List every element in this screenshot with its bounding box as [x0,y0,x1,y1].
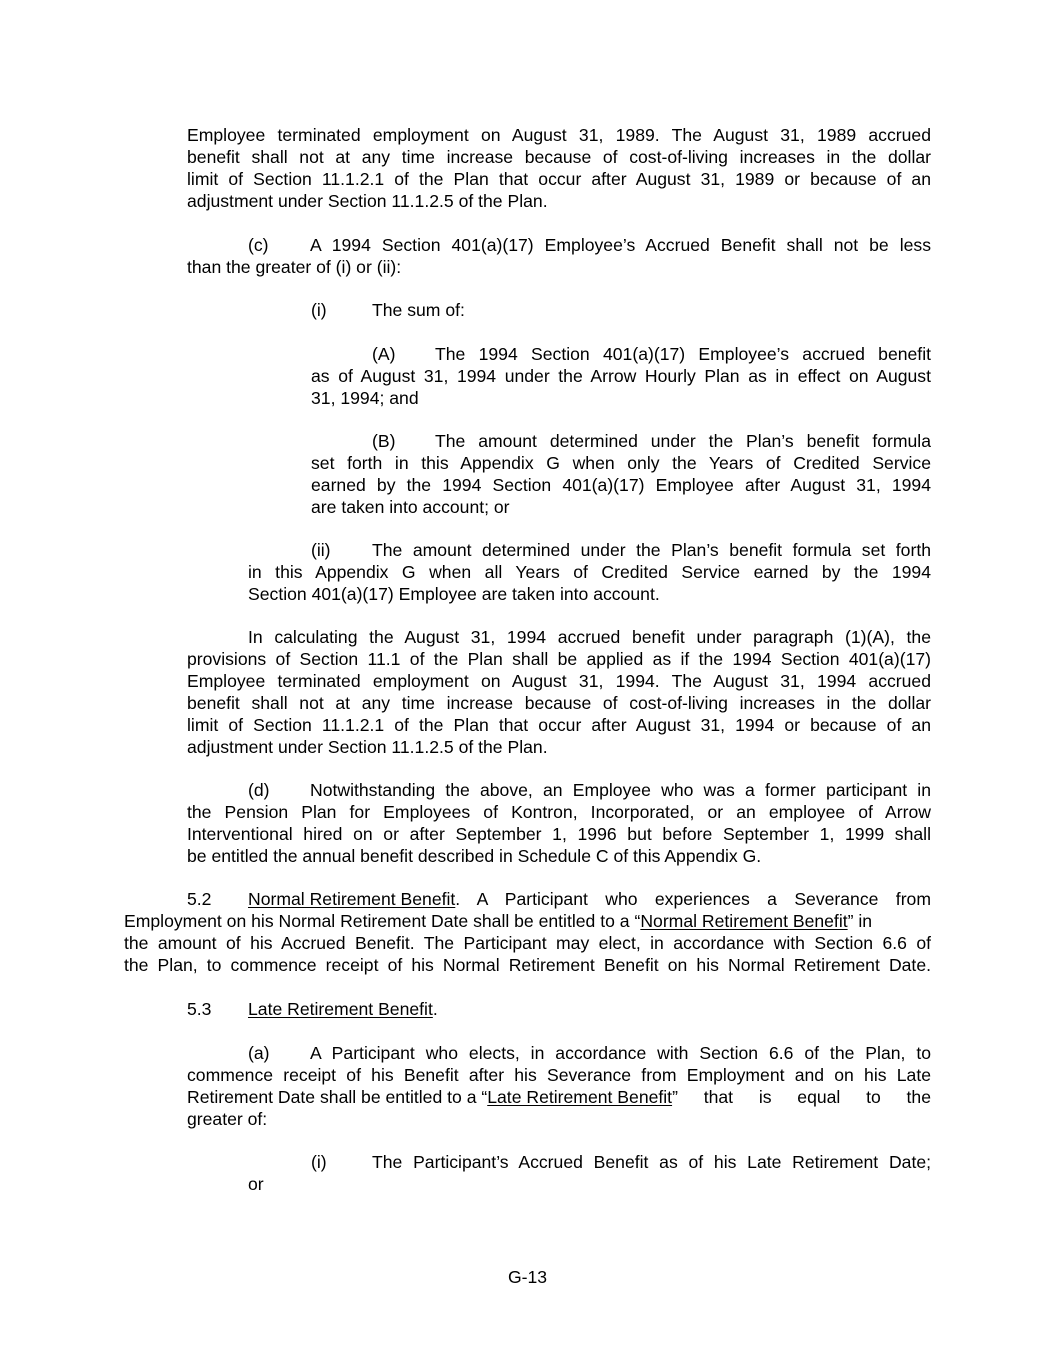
section-5-2-title: Normal Retirement Benefit [248,889,456,909]
clause-ii-text: The amount determined under the Plan’s benefit formula set forth [372,540,931,560]
clause-d-text: Notwithstanding the above, an Employee who was a former participant in [310,780,931,800]
clause-A-number: (A) [372,344,396,364]
clause-d-text: Interventional hired on or after September 1, 1996 but before September 1, 1999 shall [187,824,931,844]
section-5-2-text: the Plan, to commence receipt of his Normal Retirement Benefit on his Normal Retirement Date. [124,955,931,975]
clause-c-text: than the greater of (i) or (ii): [187,257,402,277]
body-text-line: In calculating the August 31, 1994 accrued benefit under paragraph (1)(A), the [248,627,931,647]
clause-B-text: are taken into account; or [311,497,510,517]
section-5-2-text: the amount of his Accrued Benefit. The Participant may elect, in accordance with Section 6.6 of [124,933,931,953]
body-text-line: provisions of Section 11.1 of the Plan shall be applied as if the 1994 Section 401(a)(17) [187,649,931,669]
clause-a-i-text: or [248,1174,264,1194]
late-retirement-benefit-term: Late Retirement Benefit [487,1087,673,1107]
clause-c-text: A 1994 Section 401(a)(17) Employee’s Accrued Benefit shall not be less [310,235,931,255]
clause-a-text: greater of: [187,1109,268,1129]
clause-a-text-part: ” that is equal to the [672,1087,931,1107]
clause-c-number: (c) [248,235,269,255]
clause-a-text-part: Retirement Date shall be entitled to a “ [187,1087,488,1107]
clause-d-text: be entitled the annual benefit described in Schedule C of this Appendix G. [187,846,762,866]
clause-a-text: commence receipt of his Benefit after his Severance from Employment and on his Late [187,1065,931,1085]
body-text-line: adjustment under Section 11.1.2.5 of the Plan. [187,191,548,211]
clause-a-i-number: (i) [311,1152,327,1172]
clause-i-text: The sum of: [372,300,465,320]
body-text-line: limit of Section 11.1.2.1 of the Plan that occur after August 31, 1989 or because of an [187,169,931,189]
clause-ii-number: (ii) [311,540,331,560]
clause-B-text: set forth in this Appendix G when only the Years of Credited Service [311,453,931,473]
clause-A-text: 31, 1994; and [311,388,419,408]
clause-A-text: The 1994 Section 401(a)(17) Employee’s accrued benefit [435,344,931,364]
body-text-line: adjustment under Section 11.1.2.5 of the Plan. [187,737,548,757]
section-5-3-title: Late Retirement Benefit [248,999,433,1019]
page-number: G-13 [507,1267,548,1287]
clause-ii-text: in this Appendix G when all Years of Credited Service earned by the 1994 [248,562,931,582]
clause-a-i-text: The Participant’s Accrued Benefit as of his Late Retirement Date; [372,1152,931,1172]
clause-a-number: (a) [248,1043,270,1063]
clause-d-number: (d) [248,780,270,800]
clause-i-number: (i) [311,300,327,320]
clause-B-text: The amount determined under the Plan’s benefit formula [435,431,931,451]
body-text-line: Employee terminated employment on August 31, 1994. The August 31, 1994 accrued [187,671,931,691]
clause-d-text: the Pension Plan for Employees of Kontron, Incorporated, or an employee of Arrow [187,802,931,822]
body-text-line: benefit shall not at any time increase because of cost-of-living increases in the dollar [187,693,931,713]
section-5-2-text-part: ” in [847,911,873,931]
body-text-line: Employee terminated employment on August 31, 1989. The August 31, 1989 accrued [187,125,931,145]
section-5-2-heading-line [248,888,931,910]
clause-B-number: (B) [372,431,396,451]
body-text-line: benefit shall not at any time increase because of cost-of-living increases in the dollar [187,147,931,167]
clause-A-text: as of August 31, 1994 under the Arrow Hourly Plan as in effect on August [311,366,931,386]
normal-retirement-benefit-term: Normal Retirement Benefit [640,911,848,931]
body-text-line: limit of Section 11.1.2.1 of the Plan that occur after August 31, 1994 or because of an [187,715,931,735]
clause-B-text: earned by the 1994 Section 401(a)(17) Employee after August 31, 1994 [311,475,931,495]
section-5-2-text-part: Employment on his Normal Retirement Date shall be entitled to a “ [124,911,641,931]
section-5-2-text [124,910,931,932]
section-5-2-text: . A Participant who experiences a Severance from [455,889,931,909]
section-5-3-period: . [432,999,438,1019]
section-5-2-number: 5.2 [187,889,212,909]
section-5-3-number: 5.3 [187,999,212,1019]
clause-a-text: A Participant who elects, in accordance with Section 6.6 of the Plan, to [310,1043,931,1063]
section-5-3-heading-line [248,998,438,1020]
clause-a-text [187,1086,931,1108]
clause-ii-text: Section 401(a)(17) Employee are taken into account. [248,584,660,604]
